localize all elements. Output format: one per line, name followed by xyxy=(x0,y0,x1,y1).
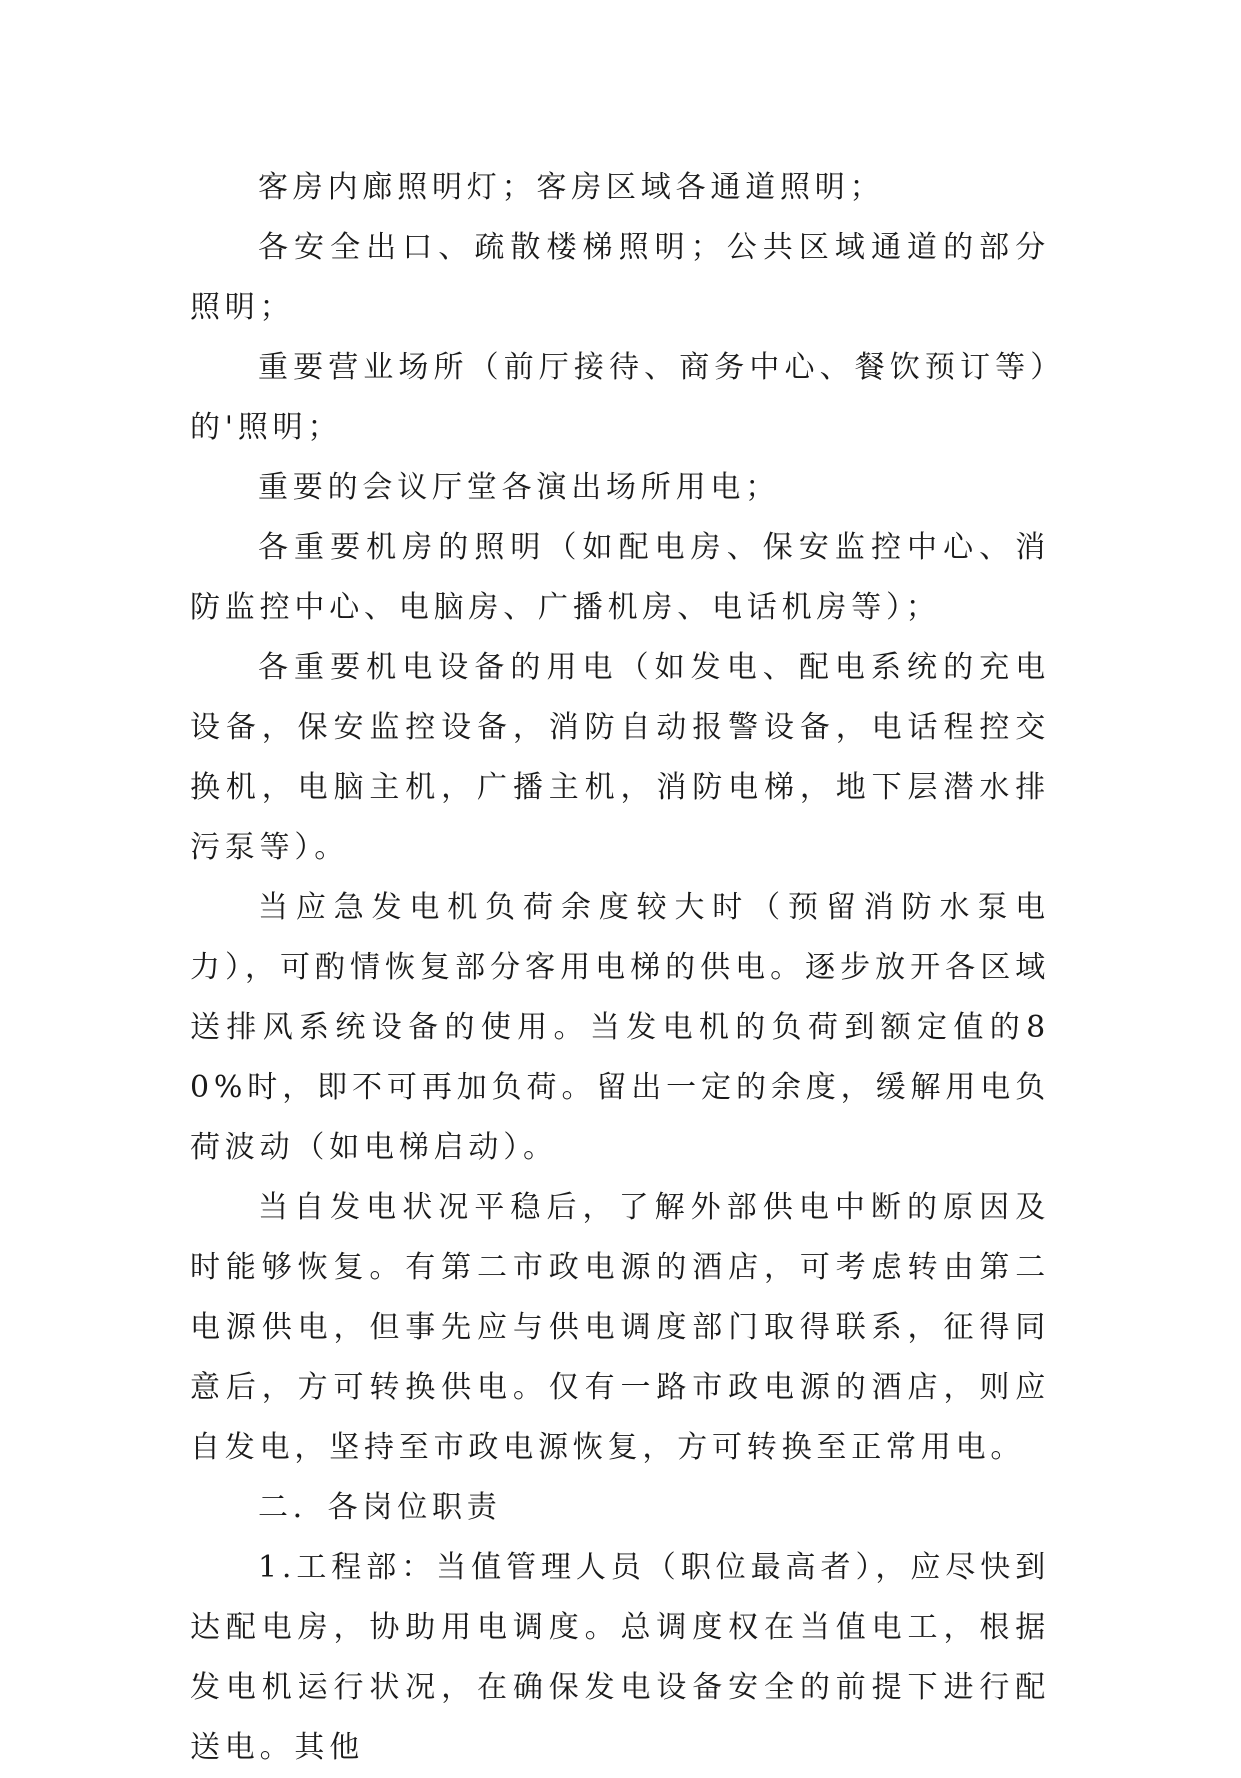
document-body xyxy=(190,158,1050,1778)
paragraph-machine-room-lighting: 各重要机房的照明（如配电房、保安监控中心、消防监控中心、电脑房、广播机房、电话机房等）； xyxy=(190,530,1050,625)
paragraph-generator-load: 当应急发电机负荷余度较大时（预留消防水泵电力），可酌情恢复部分客用电梯的供电。逐步放开各区域送排风系统设备的使用。当发电机的负荷到额定值的80%时，即不可再加负荷。留出一定的余度，缓解用电负荷波动（如电梯启动）。 xyxy=(190,890,1050,1165)
paragraph-exit-lighting: 各安全出口、疏散楼梯照明；公共区域通道的部分照明； xyxy=(190,230,1050,325)
paragraph-business-area-lighting: 重要营业场所（前厅接待、商务中心、餐饮预订等）的'照明； xyxy=(190,350,1050,445)
paragraph-corridor-lighting: 客房内廊照明灯；客房区域各通道照明； xyxy=(258,170,885,205)
paragraph-meeting-hall-power: 重要的会议厅堂各演出场所用电； xyxy=(258,470,780,505)
section-heading-responsibilities: 二．各岗位职责 xyxy=(258,1490,502,1525)
paragraph-power-restoration: 当自发电状况平稳后，了解外部供电中断的原因及时能够恢复。有第二市政电源的酒店，可考虑转由第二电源供电，但事先应与供电调度部门取得联系，征得同意后，方可转换供电。仅有一路市政电源的酒店，则应自发电，坚持至市政电源恢复，方可转换至正常用电。 xyxy=(190,1190,1050,1465)
paragraph-engineering-department: 1.工程部：当值管理人员（职位最高者），应尽快到达配电房，协助用电调度。总调度权在当值电工，根据发电机运行状况，在确保发电设备安全的前提下进行配送电。其他 xyxy=(190,1550,1050,1765)
paragraph-equipment-power: 各重要机电设备的用电（如发电、配电系统的充电设备，保安监控设备，消防自动报警设备，电话程控交换机，电脑主机，广播主机，消防电梯，地下层潜水排污泵等）。 xyxy=(190,650,1050,865)
